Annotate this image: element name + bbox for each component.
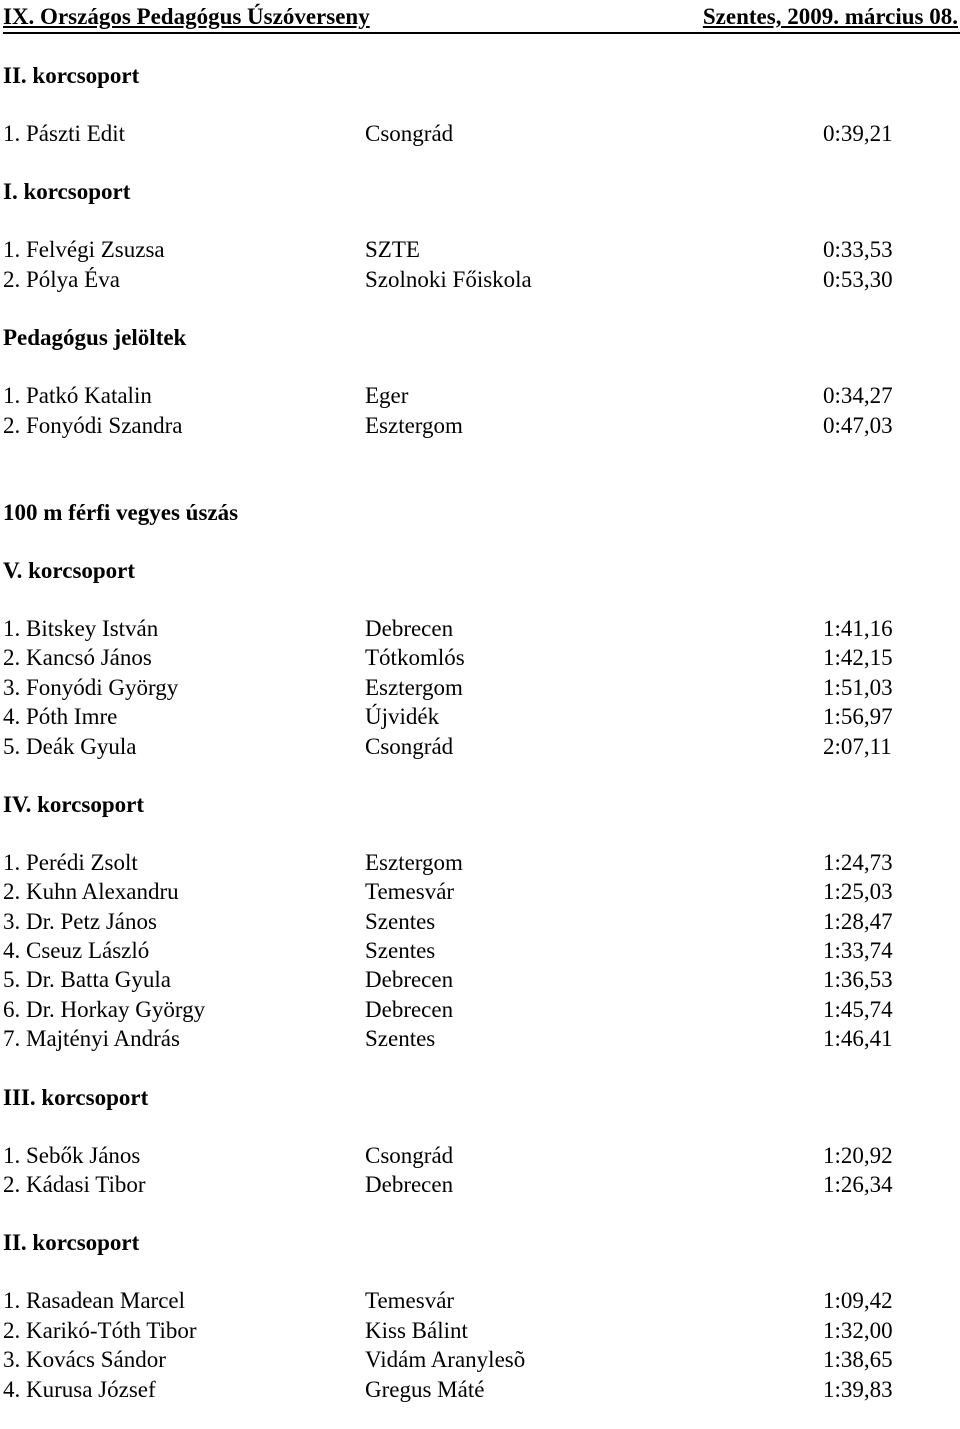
club-name: Kiss Bálint — [365, 1317, 468, 1343]
swimmer-name: 2. Kancsó János — [3, 645, 152, 671]
club-name: Debrecen — [365, 996, 454, 1022]
result-time: 2:07,11 — [823, 733, 892, 759]
result-row — [0, 877, 960, 906]
group-heading: III. korcsoport — [3, 1084, 149, 1110]
spacer — [0, 353, 960, 381]
result-row — [0, 1375, 960, 1404]
spacer — [0, 820, 960, 848]
result-time: 1:39,83 — [823, 1376, 893, 1402]
club-name: Esztergom — [365, 412, 463, 438]
result-row — [0, 1024, 960, 1053]
result-row — [0, 381, 960, 410]
result-row — [0, 265, 960, 294]
club-name: SZTE — [365, 237, 420, 263]
result-time: 1:46,41 — [823, 1026, 893, 1052]
club-name: Csongrád — [365, 121, 454, 146]
result-row — [0, 235, 960, 264]
result-time: 1:38,65 — [823, 1347, 893, 1373]
result-row — [0, 411, 960, 440]
group-heading: II. korcsoport — [3, 63, 140, 88]
result-row — [0, 119, 960, 148]
spacer — [0, 1113, 960, 1141]
club-name: Szentes — [365, 1026, 436, 1052]
swimmer-name: 2. Pólya Éva — [3, 266, 120, 292]
group-heading: II. korcsoport — [3, 1230, 140, 1256]
swimmer-name: 1. Pászti Edit — [3, 121, 126, 146]
result-time: 1:20,92 — [823, 1142, 893, 1168]
result-time: 1:09,42 — [823, 1288, 893, 1314]
swimmer-name: 3. Dr. Petz János — [3, 908, 157, 934]
swimmer-name: 1. Rasadean Marcel — [3, 1288, 186, 1314]
result-row — [0, 1286, 960, 1315]
club-name: Szolnoki Főiskola — [365, 266, 532, 292]
result-row — [0, 1316, 960, 1345]
swimmer-name: 6. Dr. Horkay György — [3, 996, 206, 1022]
club-name: Debrecen — [365, 1172, 454, 1198]
spacer — [0, 586, 960, 614]
result-time: 0:53,30 — [823, 266, 893, 292]
swimmer-name: 4. Cseuz László — [3, 938, 150, 964]
result-time: 1:36,53 — [823, 967, 893, 993]
club-name: Csongrád — [365, 733, 454, 759]
result-row — [0, 1141, 960, 1170]
club-name: Debrecen — [365, 967, 454, 993]
spacer — [0, 294, 960, 323]
group-heading: Pedagógus jelöltek — [3, 325, 187, 351]
result-time: 1:28,47 — [823, 908, 893, 934]
result-time: 1:42,15 — [823, 645, 893, 671]
result-row — [0, 907, 960, 936]
spacer — [0, 440, 960, 498]
swimmer-name: 4. Póth Imre — [3, 704, 118, 730]
swimmer-name: 1. Felvégi Zsuzsa — [3, 237, 165, 263]
result-row — [0, 1170, 960, 1199]
results-content — [0, 32, 960, 1404]
swimmer-name: 3. Fonyódi György — [3, 674, 179, 700]
result-time: 0:39,21 — [823, 121, 893, 146]
club-name: Szentes — [365, 938, 436, 964]
result-row — [0, 936, 960, 965]
swimmer-name: 1. Sebők János — [3, 1142, 141, 1168]
swimmer-name: 5. Dr. Batta Gyula — [3, 967, 171, 993]
result-row — [0, 614, 960, 643]
result-time: 0:33,53 — [823, 237, 893, 263]
spacer — [0, 148, 960, 177]
result-row — [0, 965, 960, 994]
place-and-date: Szentes, 2009. március 08. — [702, 4, 958, 29]
spacer — [0, 1258, 960, 1286]
swimmer-name: 5. Deák Gyula — [3, 733, 137, 759]
result-time: 1:51,03 — [823, 674, 893, 700]
club-name: Csongrád — [365, 1142, 454, 1168]
spacer — [0, 1054, 960, 1083]
result-row — [0, 995, 960, 1024]
club-name: Újvidék — [365, 704, 440, 730]
result-row — [0, 673, 960, 702]
spacer — [0, 32, 960, 61]
document-header — [3, 2, 960, 34]
swimmer-name: 2. Fonyódi Szandra — [3, 412, 183, 438]
swimmer-name: 1. Patkó Katalin — [3, 383, 152, 409]
group-heading: V. korcsoport — [3, 557, 136, 583]
result-time: 1:32,00 — [823, 1317, 893, 1343]
result-time: 1:33,74 — [823, 938, 893, 964]
club-name: Szentes — [365, 908, 436, 934]
result-time: 1:25,03 — [823, 879, 893, 905]
result-time: 1:24,73 — [823, 849, 893, 875]
result-row — [0, 702, 960, 731]
result-row — [0, 848, 960, 877]
result-row — [0, 732, 960, 761]
club-name: Tótkomlós — [365, 645, 465, 671]
group-heading: IV. korcsoport — [3, 791, 144, 817]
swimmer-name: 7. Majtényi András — [3, 1026, 180, 1052]
result-time: 1:56,97 — [823, 704, 893, 730]
result-row — [0, 643, 960, 672]
result-time: 0:34,27 — [823, 383, 893, 409]
result-time: 1:45,74 — [823, 996, 893, 1022]
swimmer-name: 4. Kurusa József — [3, 1376, 156, 1402]
result-time: 1:41,16 — [823, 615, 893, 641]
club-name: Debrecen — [365, 615, 454, 641]
club-name: Temesvár — [365, 879, 455, 905]
event-heading: 100 m férfi vegyes úszás — [3, 499, 239, 525]
competition-title: IX. Országos Pedagógus Úszóverseny — [3, 4, 370, 29]
spacer — [0, 761, 960, 790]
swimmer-name: 1. Perédi Zsolt — [3, 849, 138, 875]
club-name: Eger — [365, 383, 409, 409]
club-name: Esztergom — [365, 674, 463, 700]
swimmer-name: 3. Kovács Sándor — [3, 1347, 166, 1373]
club-name: Temesvár — [365, 1288, 455, 1314]
swimmer-name: 2. Kádasi Tibor — [3, 1172, 146, 1198]
group-heading: I. korcsoport — [3, 179, 131, 205]
spacer — [0, 91, 960, 119]
result-time: 0:47,03 — [823, 412, 893, 438]
spacer — [0, 528, 960, 556]
club-name: Vidám Aranylesõ — [365, 1347, 526, 1373]
swimmer-name: 2. Kuhn Alexandru — [3, 879, 179, 905]
swimmer-name: 1. Bitskey István — [3, 615, 159, 641]
result-row — [0, 1345, 960, 1374]
club-name: Esztergom — [365, 849, 463, 875]
swimmer-name: 2. Karikó-Tóth Tibor — [3, 1317, 197, 1343]
spacer — [0, 1199, 960, 1228]
club-name: Gregus Máté — [365, 1376, 485, 1402]
result-time: 1:26,34 — [823, 1172, 893, 1198]
spacer — [0, 207, 960, 235]
